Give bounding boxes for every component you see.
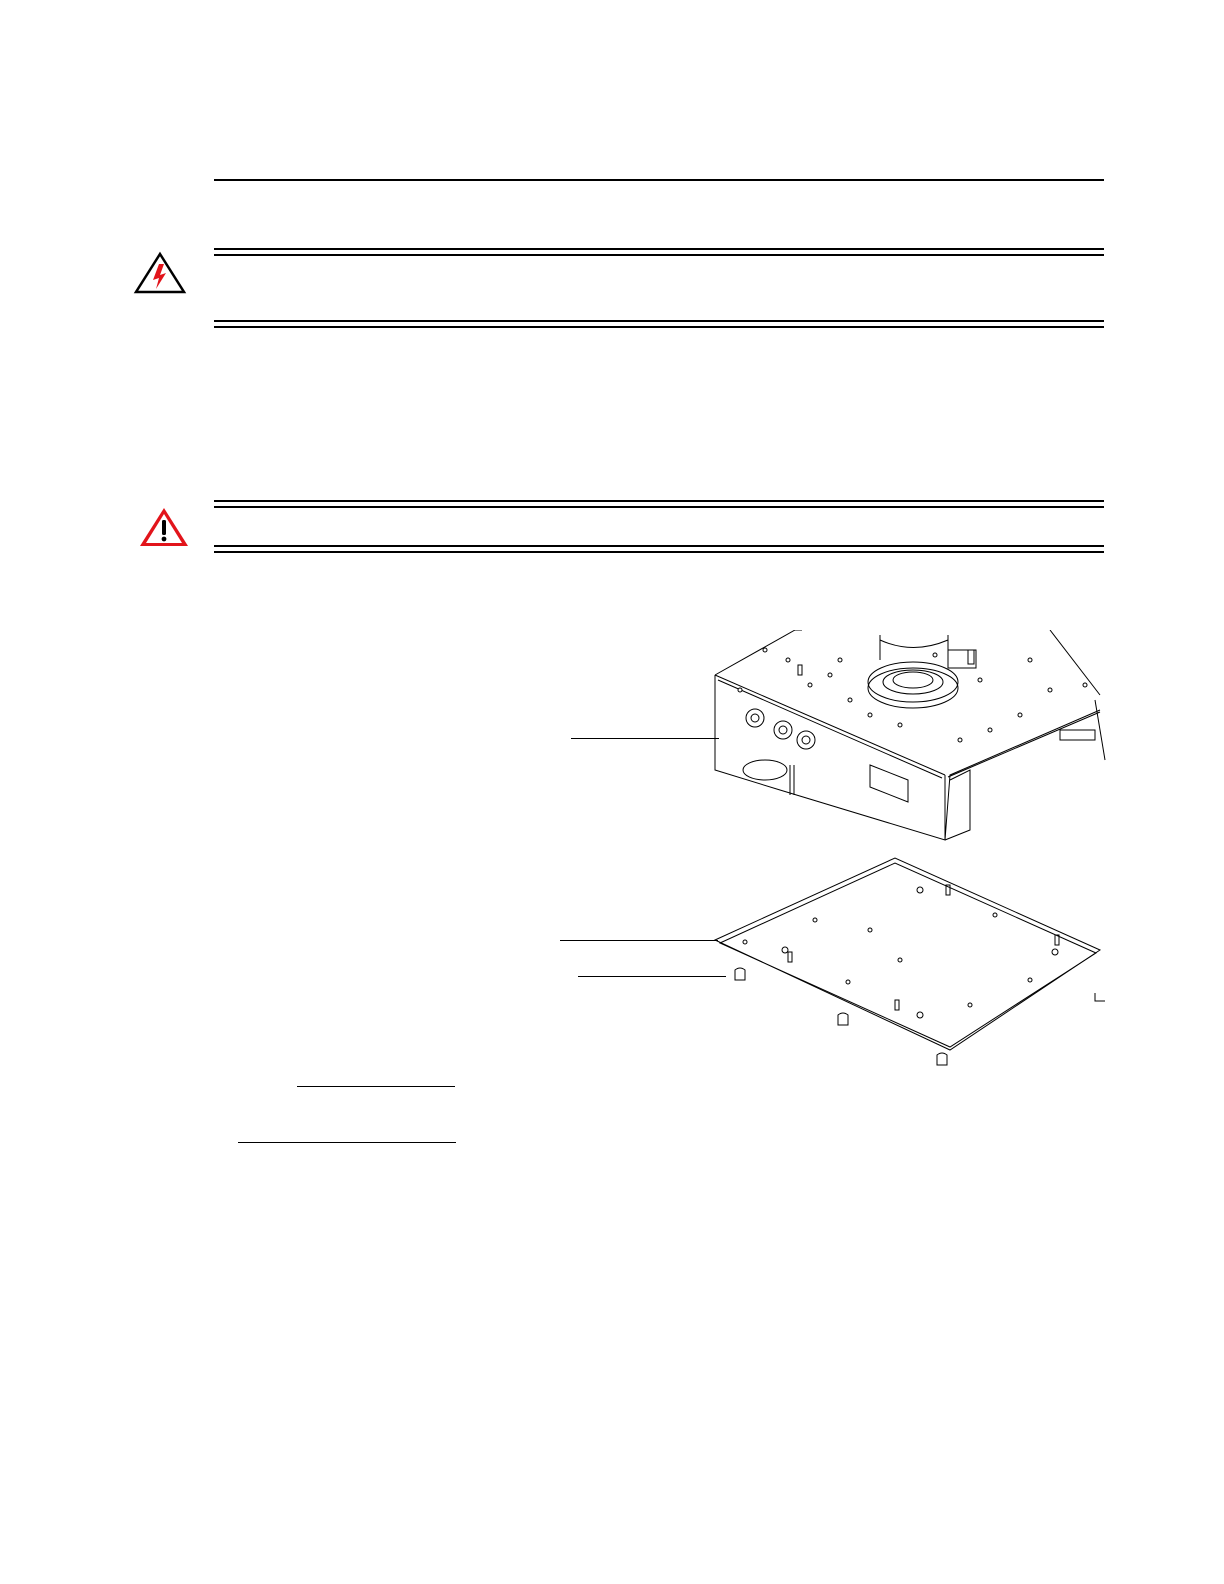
section-rule: [214, 179, 1104, 181]
caution-exclamation-icon: [137, 505, 191, 554]
warning-rule-top-1: [214, 248, 1104, 250]
warning-rule-top-2: [214, 254, 1104, 256]
figure-label-line-2: [238, 1142, 456, 1143]
warning-rule-bottom-1: [214, 320, 1104, 322]
figure-label-line-1: [297, 1086, 455, 1087]
exploded-assembly-figure: [540, 630, 1110, 1085]
caution-rule-top-2: [214, 506, 1104, 508]
chassis-top-plate: [715, 630, 1105, 840]
electrical-hazard-icon: [133, 251, 187, 300]
caution-rule-bottom-1: [214, 545, 1104, 547]
bottom-plate: [715, 858, 1105, 1065]
caution-rule-top-1: [214, 500, 1104, 502]
caution-rule-bottom-2: [214, 551, 1104, 553]
warning-rule-bottom-2: [214, 326, 1104, 328]
